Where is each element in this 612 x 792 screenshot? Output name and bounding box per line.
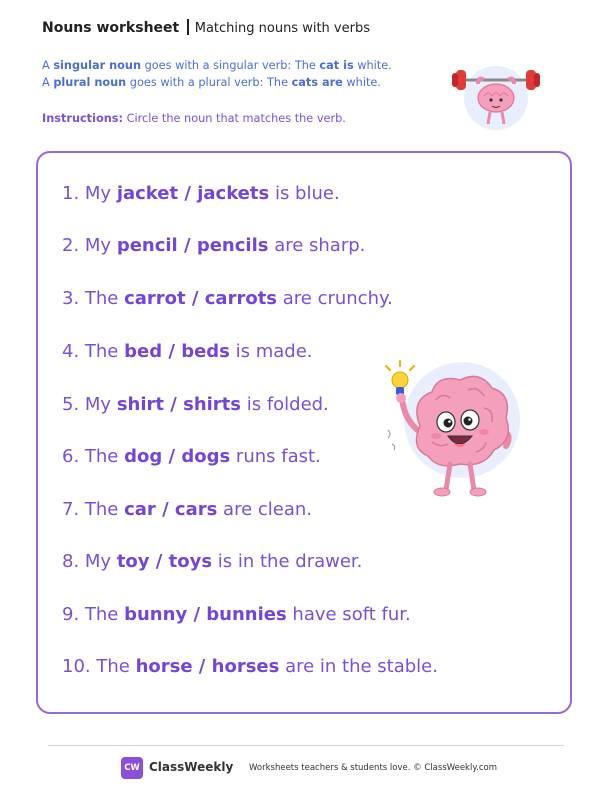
item-prefix: The <box>84 604 125 625</box>
brain-weightlifting-illustration <box>450 62 542 132</box>
intro-text <box>42 58 392 91</box>
page-subtitle: Matching nouns with verbs <box>194 21 370 36</box>
item-suffix: runs fast. <box>230 446 321 467</box>
item-number: 6. <box>62 446 85 467</box>
footer-tagline: Worksheets teachers & students love. © ClassWeekly.com <box>249 763 498 773</box>
item-prefix: My <box>84 551 117 572</box>
worksheet-header <box>42 19 370 36</box>
item-number: 3. <box>62 288 85 309</box>
intro-bold-span: cat is <box>319 59 354 72</box>
item-prefix: The <box>84 446 125 467</box>
item-number: 4. <box>62 341 85 362</box>
noun-choice[interactable]: dog / dogs <box>124 446 231 467</box>
intro-text-span: white. <box>353 59 392 72</box>
noun-choice[interactable]: bed / beds <box>124 341 230 362</box>
item-suffix: is made. <box>229 341 313 362</box>
exercise-item-10 <box>62 656 438 677</box>
intro-bold-span: cats are <box>291 75 343 89</box>
item-suffix: is folded. <box>241 394 329 415</box>
brand-name: ClassWeekly <box>149 760 234 774</box>
intro-text-span: goes with a plural verb: The <box>126 75 292 89</box>
item-prefix: My <box>84 235 117 256</box>
item-prefix: The <box>84 341 125 362</box>
exercise-item-4 <box>62 341 313 362</box>
noun-choice[interactable]: shirt / shirts <box>116 394 241 415</box>
instructions <box>42 112 346 125</box>
noun-choice[interactable]: jacket / jackets <box>116 183 270 204</box>
item-number: 7. <box>62 499 85 520</box>
title-separator <box>187 19 189 35</box>
item-suffix: are sharp. <box>268 235 366 256</box>
item-prefix: My <box>84 183 117 204</box>
intro-text-span: white. <box>342 75 381 89</box>
page-title: Nouns worksheet <box>42 20 180 36</box>
intro-text-span: goes with a singular verb: The <box>140 59 320 72</box>
intro-bold-span: singular noun <box>53 59 141 72</box>
item-prefix: The <box>96 656 136 677</box>
classweekly-logo: CW <box>121 757 143 779</box>
exercise-item-5 <box>62 394 329 415</box>
item-number: 8. <box>62 551 85 572</box>
intro-line-singular <box>42 58 392 75</box>
intro-text-span: A <box>42 59 54 72</box>
noun-choice[interactable]: carrot / carrots <box>124 288 278 309</box>
item-suffix: is blue. <box>269 183 340 204</box>
exercise-item-3 <box>62 288 393 309</box>
noun-choice[interactable]: toy / toys <box>116 551 213 572</box>
item-suffix: are in the stable. <box>279 656 438 677</box>
item-prefix: The <box>84 499 125 520</box>
item-suffix: have soft fur. <box>286 604 411 625</box>
footer-divider <box>48 745 564 746</box>
item-number: 2. <box>62 235 85 256</box>
item-suffix: are clean. <box>217 499 313 520</box>
instructions-text: Circle the noun that matches the verb. <box>123 112 346 125</box>
item-number: 5. <box>62 394 85 415</box>
item-suffix: is in the drawer. <box>212 551 363 572</box>
item-suffix: are crunchy. <box>277 288 393 309</box>
intro-line-plural <box>42 75 392 92</box>
item-number: 9. <box>62 604 85 625</box>
noun-choice[interactable]: car / cars <box>124 499 218 520</box>
item-number: 10. <box>62 656 97 677</box>
exercise-item-9 <box>62 604 411 625</box>
item-prefix: My <box>84 394 117 415</box>
item-prefix: The <box>84 288 125 309</box>
intro-bold-span: plural noun <box>53 75 127 89</box>
exercise-item-6 <box>62 446 321 467</box>
exercise-item-7 <box>62 499 312 520</box>
noun-choice[interactable]: horse / horses <box>135 656 280 677</box>
exercise-item-8 <box>62 551 362 572</box>
intro-text-span: A <box>42 75 54 89</box>
brain-idea-illustration <box>380 360 530 505</box>
exercise-item-1 <box>62 183 340 204</box>
item-number: 1. <box>62 183 85 204</box>
instructions-label: Instructions: <box>42 112 123 125</box>
exercise-item-2 <box>62 235 365 256</box>
noun-choice[interactable]: pencil / pencils <box>116 235 269 256</box>
noun-choice[interactable]: bunny / bunnies <box>124 604 287 625</box>
